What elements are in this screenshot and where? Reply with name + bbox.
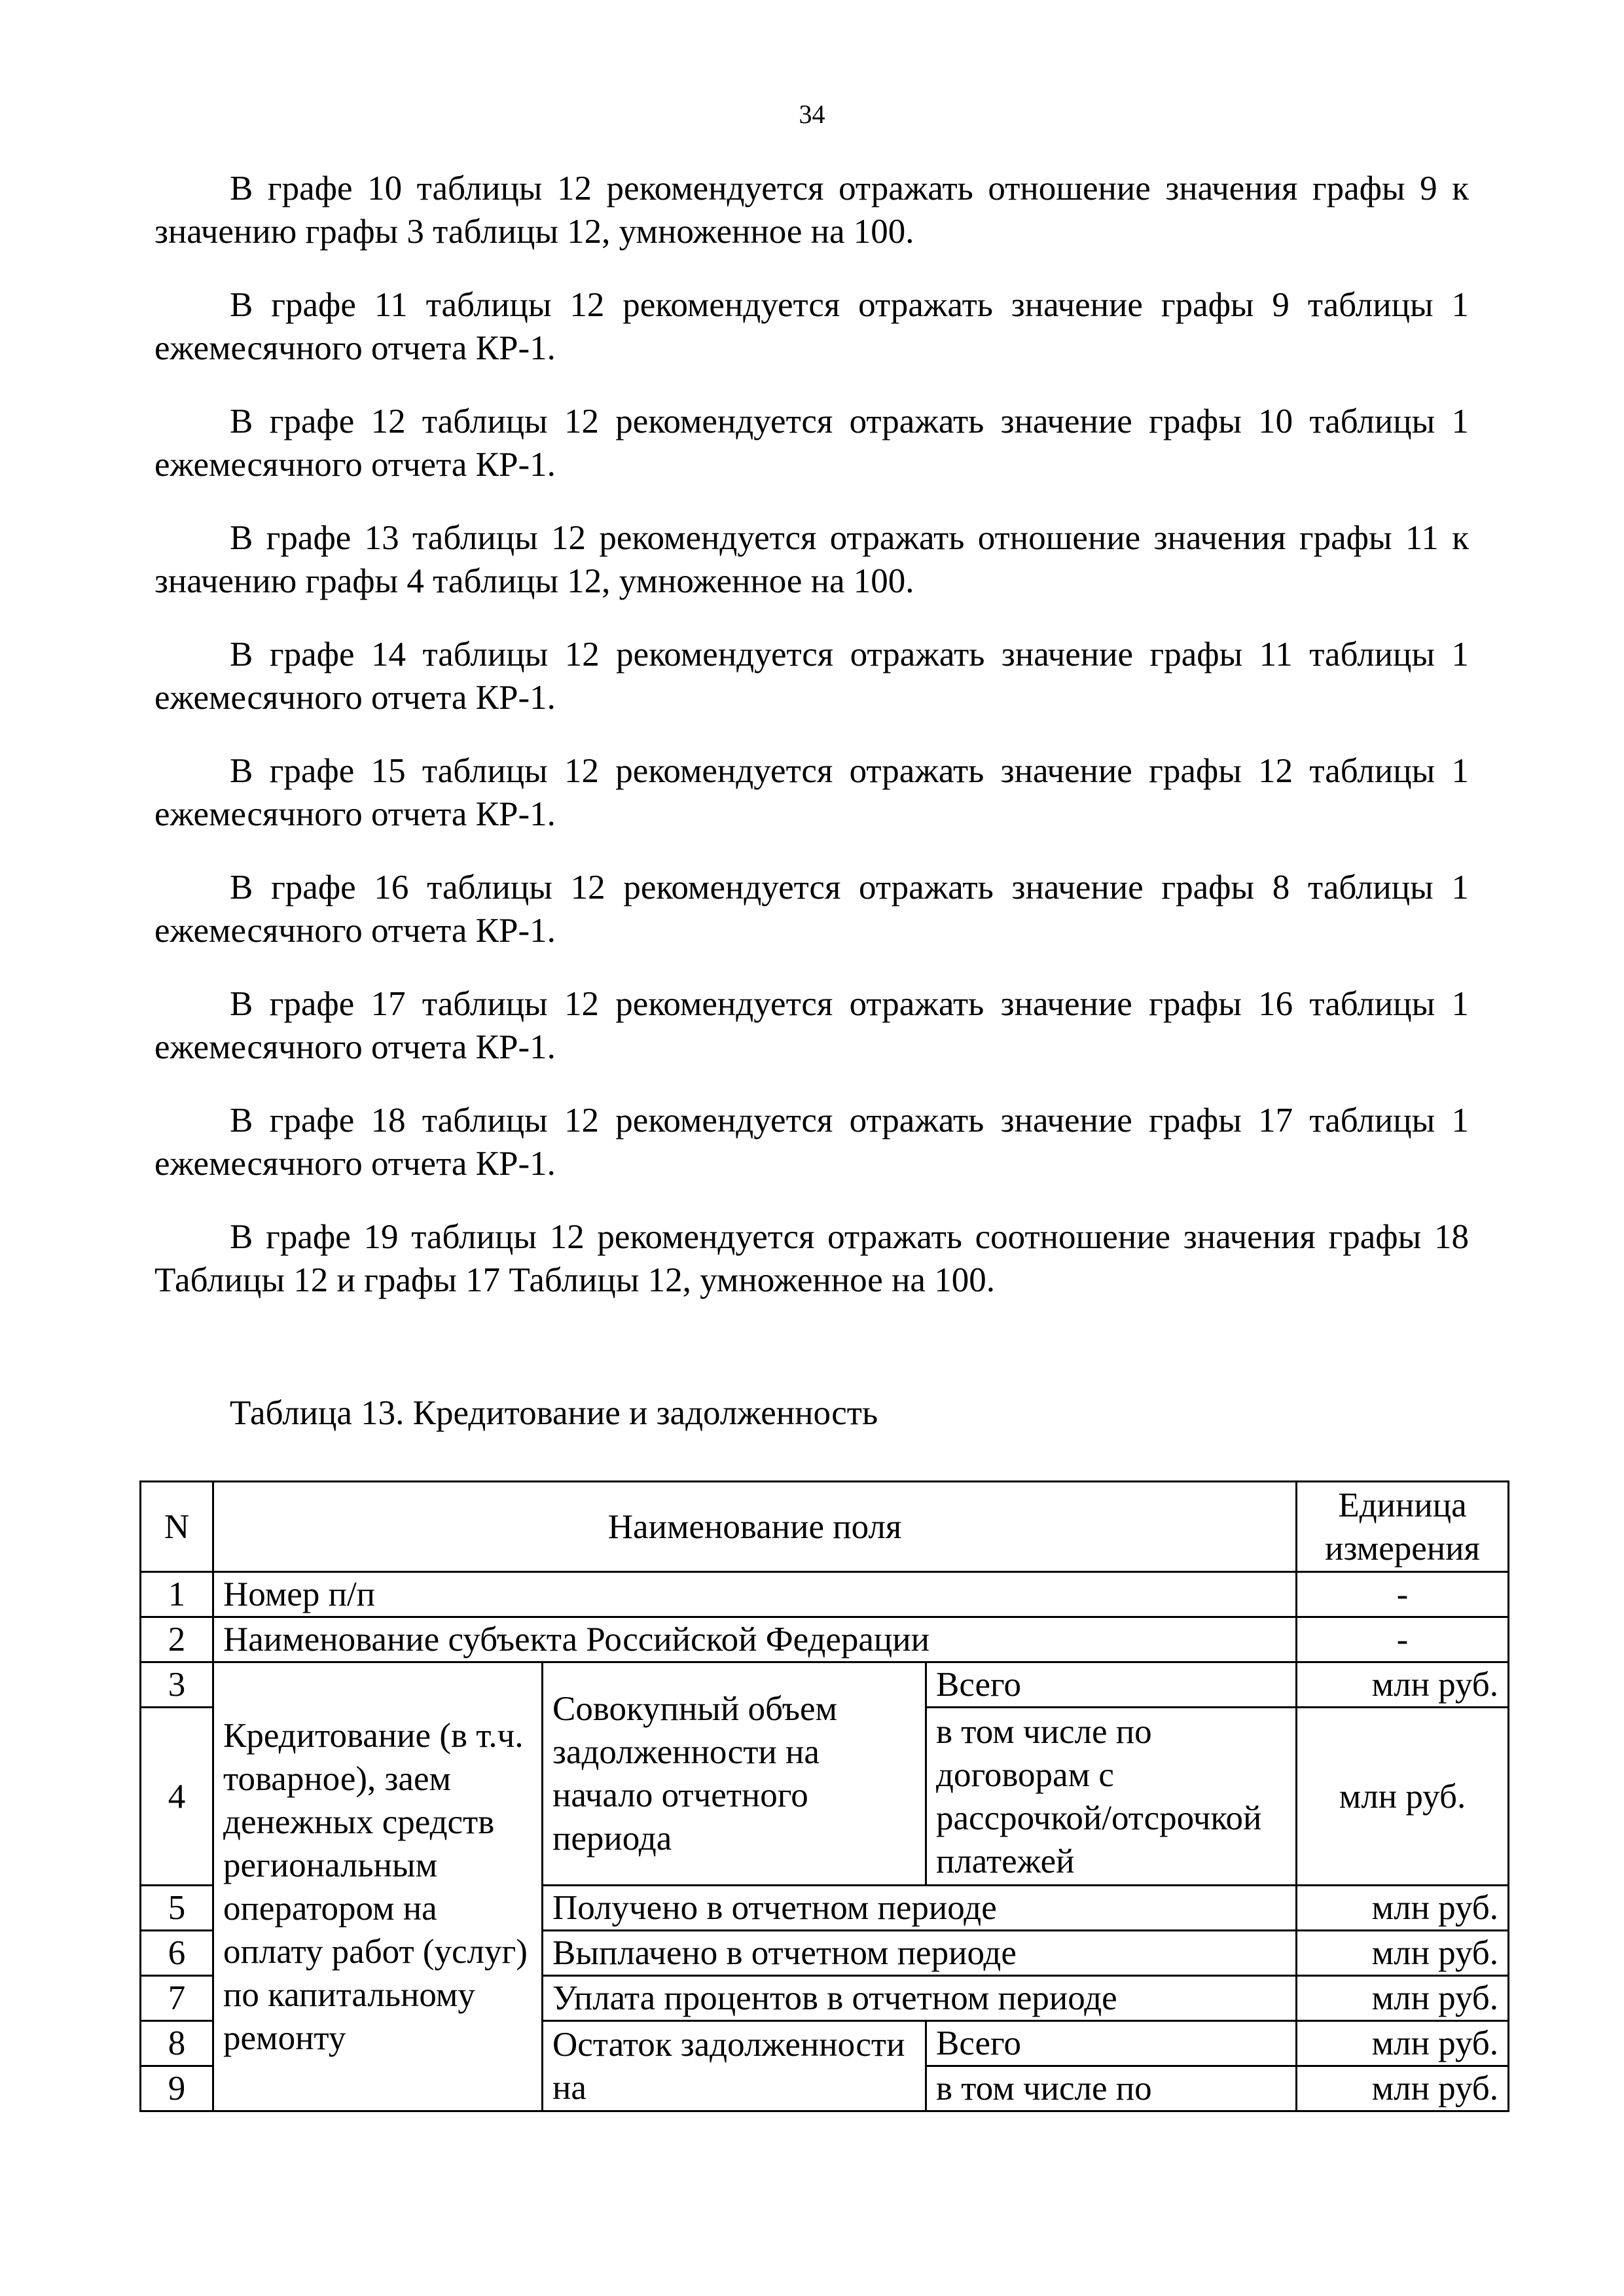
- unit: млн руб.: [1297, 1886, 1509, 1931]
- row-number: 5: [141, 1886, 213, 1931]
- item-name: Всего: [926, 2021, 1297, 2066]
- header-unit: Единица измерения: [1297, 1482, 1509, 1572]
- row-number: 2: [141, 1617, 213, 1662]
- table-header-row: [141, 1482, 1509, 1572]
- group-name: Кредитование (в т.ч. товарное), заем денежных средств региональным оператором на оплату работ (услуг) по капитальному ремонту: [213, 1662, 543, 2111]
- item-name: в том числе по договорам с рассрочкой/отсрочкой платежей: [926, 1708, 1297, 1886]
- header-n: N: [141, 1482, 213, 1572]
- field-name: Выплачено в отчетном периоде: [543, 1931, 1297, 1976]
- unit: млн руб.: [1297, 1931, 1509, 1976]
- table-row: [141, 1617, 1509, 1662]
- paragraph: В графе 18 таблицы 12 рекомендуется отражать значение графы 17 таблицы 1 ежемесячного отчета КР-1.: [154, 1102, 1469, 1183]
- field-name: Номер п/п: [213, 1572, 1297, 1617]
- unit: млн руб.: [1297, 2066, 1509, 2111]
- unit: млн руб.: [1297, 1976, 1509, 2021]
- subgroup-name: Совокупный объем задолженности на начало отчетного периода: [543, 1662, 926, 1886]
- item-name: Всего: [926, 1662, 1297, 1708]
- paragraph: В графе 10 таблицы 12 рекомендуется отражать отношение значения графы 9 к значению графы 3 таблицы 12, умноженное на 100.: [154, 170, 1469, 251]
- paragraph: В графе 14 таблицы 12 рекомендуется отражать значение графы 11 таблицы 1 ежемесячного отчета КР-1.: [154, 636, 1469, 717]
- body-text: [154, 167, 1469, 1332]
- row-number: 1: [141, 1572, 213, 1617]
- header-field-name: Наименование поля: [213, 1482, 1297, 1572]
- paragraph: В графе 19 таблицы 12 рекомендуется отражать соотношение значения графы 18 Таблицы 12 и графы 17 Таблицы 12, умноженное на 100.: [154, 1218, 1469, 1299]
- field-name: Получено в отчетном периоде: [543, 1886, 1297, 1931]
- unit: -: [1297, 1617, 1509, 1662]
- paragraph: В графе 12 таблицы 12 рекомендуется отражать значение графы 10 таблицы 1 ежемесячного отчета КР-1.: [154, 403, 1469, 484]
- paragraph: В графе 13 таблицы 12 рекомендуется отражать отношение значения графы 11 к значению графы 4 таблицы 12, умноженное на 100.: [154, 519, 1469, 600]
- page-number: 34: [799, 99, 825, 129]
- table-caption: Таблица 13. Кредитование и задолженность: [230, 1394, 878, 1432]
- row-number: 8: [141, 2021, 213, 2066]
- row-number: 3: [141, 1662, 213, 1708]
- paragraph: В графе 15 таблицы 12 рекомендуется отражать значение графы 12 таблицы 1 ежемесячного отчета КР-1.: [154, 752, 1469, 833]
- table-row: [141, 1662, 1509, 1708]
- paragraph: В графе 11 таблицы 12 рекомендуется отражать значение графы 9 таблицы 1 ежемесячного отчета КР-1.: [154, 286, 1469, 367]
- item-name: в том числе по: [926, 2066, 1297, 2111]
- unit: млн руб.: [1297, 2021, 1509, 2066]
- table-row: [141, 1572, 1509, 1617]
- field-name: Наименование субъекта Российской Федерации: [213, 1617, 1297, 1662]
- paragraph: В графе 17 таблицы 12 рекомендуется отражать значение графы 16 таблицы 1 ежемесячного отчета КР-1.: [154, 985, 1469, 1066]
- unit: млн руб.: [1297, 1662, 1509, 1708]
- row-number: 4: [141, 1708, 213, 1886]
- row-number: 6: [141, 1931, 213, 1976]
- row-number: 9: [141, 2066, 213, 2111]
- unit: млн руб.: [1297, 1708, 1509, 1886]
- credit-debt-table: [139, 1480, 1509, 2112]
- subgroup-name: Остаток задолженности на: [543, 2021, 926, 2111]
- row-number: 7: [141, 1976, 213, 2021]
- paragraph: В графе 16 таблицы 12 рекомендуется отражать значение графы 8 таблицы 1 ежемесячного отчета КР-1.: [154, 869, 1469, 950]
- unit: -: [1297, 1572, 1509, 1617]
- field-name: Уплата процентов в отчетном периоде: [543, 1976, 1297, 2021]
